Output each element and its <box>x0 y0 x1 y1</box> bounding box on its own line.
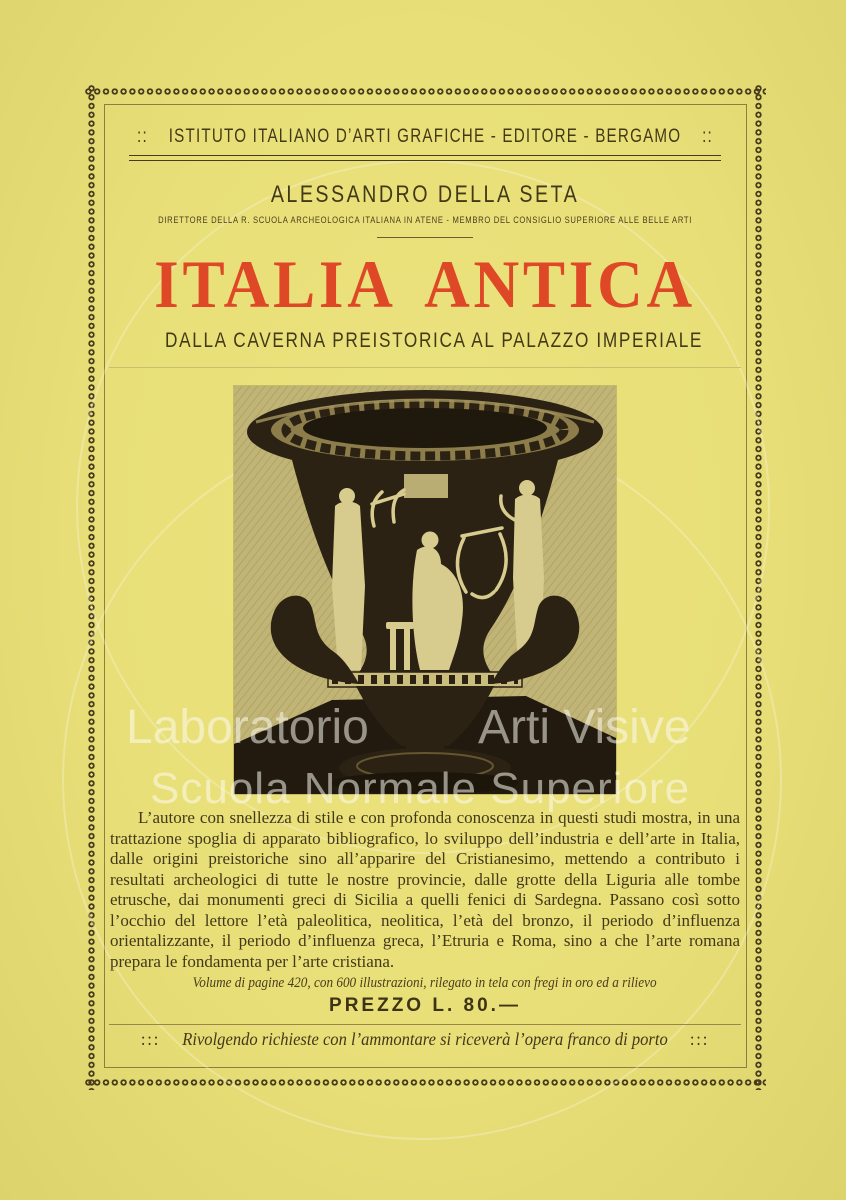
publisher-text: ISTITUTO ITALIANO D’ARTI GRAFICHE - EDITORE - BERGAMO <box>168 126 682 147</box>
publisher-right-dots: :: <box>702 126 713 147</box>
book-title: ITALIA ANTICA <box>154 246 696 322</box>
description-paragraph: L’autore con snellezza di stile e con profonda conoscenza in questi studi mostra, in una trattazione spoglia di apparato bibliografico, lo sviluppo dell’industria e dell’arte in Italia, dalle origini preistoriche sino all’apparire del Cristianesimo, mettendo a contributo i resultati archeologici di tutte le nostre provincie, dalle grotte della Liguria alle tombe etrusche, dai monumenti greci di Sicilia a quelli fenici di Sardegna. Passano così sotto l’occhio del lettore l’età paleolitica, neolitica, l’età del bronzo, il periodo d’influenza orientalizzante, il periodo d’influenza greca, l’Etruria e Roma, sino a che l’arte romana prepara le fondamenta per l’arte cristiana. <box>110 808 740 971</box>
ornamental-border-top <box>84 84 766 99</box>
ornamental-border-bottom <box>84 1075 766 1090</box>
price-rule <box>109 1024 741 1025</box>
short-rule <box>377 237 473 238</box>
krater-photograph <box>234 386 616 794</box>
ornamental-border-left <box>84 84 99 1090</box>
order-left-dots: ::: <box>140 1029 161 1049</box>
volume-note: Volume di pagine 420, con 600 illustrazioni, rilegato in tela con fregi in oro ed a rilievo <box>193 975 657 991</box>
publisher-line <box>137 126 713 148</box>
watermark-text: Laboratorio <box>126 701 369 754</box>
order-note <box>132 1029 719 1050</box>
watermark-text: Scuola Normale Superiore <box>150 764 691 813</box>
krater-vase-illustration <box>234 386 616 794</box>
order-right-dots: ::: <box>689 1029 710 1049</box>
ornamental-border-right <box>751 84 766 1090</box>
author-titles: DIRETTORE DELLA R. SCUOLA ARCHEOLOGICA ITALIANA IN ATENE - MEMBRO DEL CONSIGLIO SUPERIORE ALLE BELLE ARTI <box>158 215 692 225</box>
author-name: ALESSANDRO DELLA SETA <box>270 181 580 208</box>
watermark-text: Arti Visive <box>478 701 691 754</box>
price-line: PREZZO L. 80.— <box>329 995 521 1016</box>
book-subtitle: DALLA CAVERNA PREISTORICA AL PALAZZO IMPERIALE <box>165 329 704 352</box>
page-content <box>106 104 744 1066</box>
publisher-left-dots: :: <box>137 126 148 147</box>
subtitle-rule <box>109 367 741 368</box>
order-text: Rivolgendo richieste con l’ammontare si riceverà l’opera franco di porto <box>182 1029 668 1049</box>
